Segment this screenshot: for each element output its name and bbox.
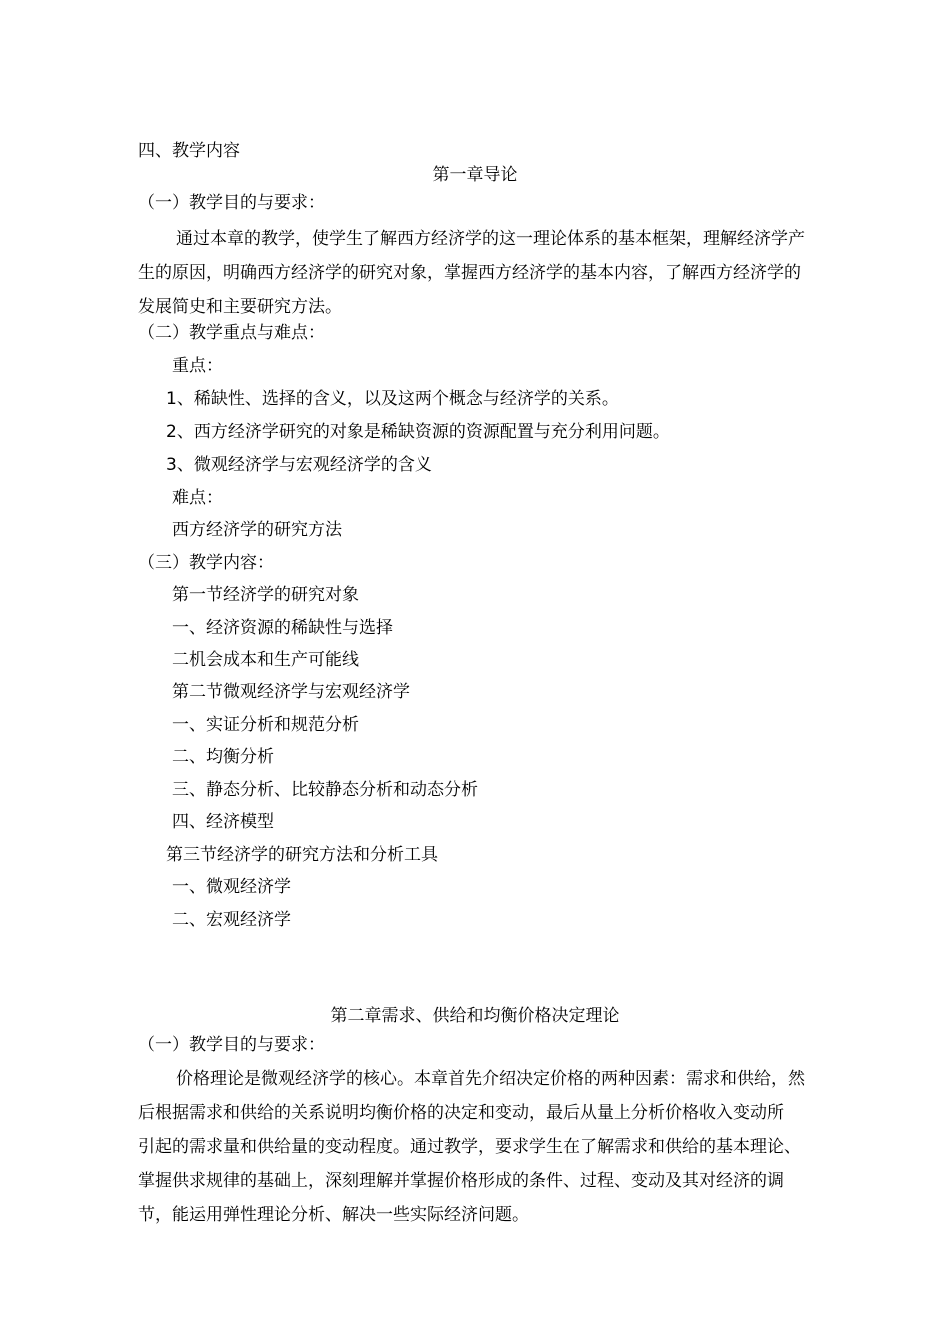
- chapter1-title: 第一章导论: [432, 165, 518, 185]
- chapter2-title: 第二章需求、供给和均衡价格决定理论: [330, 1006, 620, 1026]
- content-item: 一、经济资源的稀缺性与选择: [172, 618, 393, 638]
- content-item: 第二节微观经济学与宏观经济学: [172, 682, 410, 702]
- difficult-label: 难点：: [172, 488, 223, 508]
- content-item: 二、均衡分析: [172, 747, 274, 767]
- chapter1-goal-paragraph: [138, 222, 805, 324]
- content-item: 四、经济模型: [172, 812, 274, 832]
- section-heading: 四、教学内容: [138, 141, 240, 161]
- key-point-3: 3、微观经济学与宏观经济学的含义: [166, 455, 432, 475]
- chapter1-goal-heading: （一）教学目的与要求：: [138, 193, 325, 213]
- content-item: 二、宏观经济学: [172, 910, 291, 930]
- paragraph-line: 价格理论是微观经济学的核心。本章首先介绍决定价格的两种因素：需求和供给，然: [176, 1069, 805, 1089]
- content-item: 一、微观经济学: [172, 877, 291, 897]
- paragraph-line: 掌握供求规律的基础上，深刻理解并掌握价格形成的条件、过程、变动及其对经济的调: [138, 1171, 784, 1191]
- key-label: 重点：: [172, 356, 223, 376]
- paragraph-line: 生的原因，明确西方经济学的研究对象，掌握西方经济学的基本内容，了解西方经济学的: [138, 263, 801, 283]
- content-item: 一、实证分析和规范分析: [172, 715, 359, 735]
- content-item: 二机会成本和生产可能线: [172, 650, 359, 670]
- paragraph-line: 引起的需求量和供给量的变动程度。通过教学，要求学生在了解需求和供给的基本理论、: [138, 1137, 801, 1157]
- paragraph-line: 后根据需求和供给的关系说明均衡价格的决定和变动，最后从量上分析价格收入变动所: [138, 1103, 784, 1123]
- chapter2-goal-paragraph: [138, 1062, 805, 1232]
- chapter1-content-heading: （三）教学内容：: [138, 553, 274, 573]
- content-item: 第三节经济学的研究方法和分析工具: [166, 845, 438, 865]
- paragraph-line: 节，能运用弹性理论分析、解决一些实际经济问题。: [138, 1205, 529, 1225]
- chapter1-key-heading: （二）教学重点与难点：: [138, 323, 325, 343]
- chapter2-goal-heading: （一）教学目的与要求：: [138, 1035, 325, 1055]
- difficult-point: 西方经济学的研究方法: [172, 520, 342, 540]
- key-point-2: 2、西方经济学研究的对象是稀缺资源的资源配置与充分利用问题。: [166, 422, 670, 442]
- key-point-1: 1、稀缺性、选择的含义，以及这两个概念与经济学的关系。: [166, 389, 619, 409]
- content-item: 三、静态分析、比较静态分析和动态分析: [172, 780, 478, 800]
- paragraph-line: 通过本章的教学，使学生了解西方经济学的这一理论体系的基本框架，理解经济学产: [176, 229, 805, 249]
- content-item: 第一节经济学的研究对象: [172, 585, 359, 605]
- paragraph-line: 发展简史和主要研究方法。: [138, 297, 342, 317]
